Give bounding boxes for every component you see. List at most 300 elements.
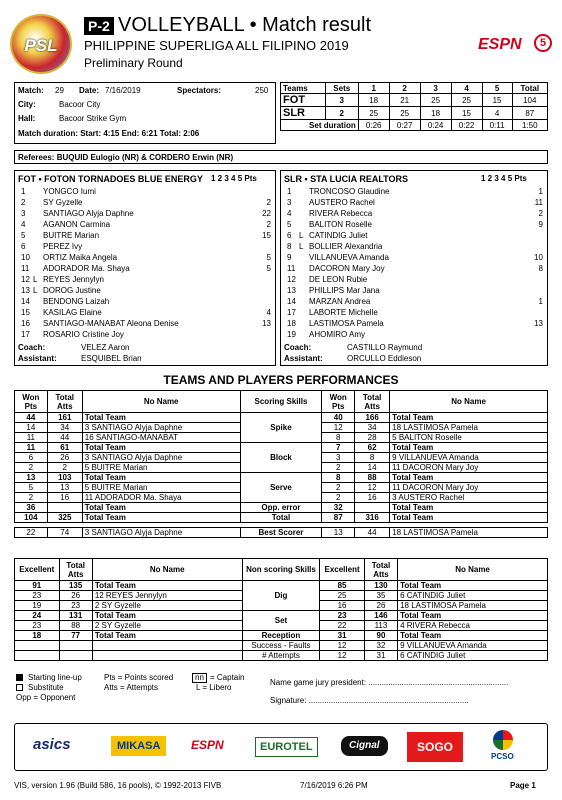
- stat-cell: 13: [322, 528, 355, 538]
- legend-libero: L = Libero: [196, 683, 232, 692]
- score-cell: 25: [389, 107, 420, 120]
- player-points: 15: [262, 231, 271, 240]
- player-number: 16: [21, 319, 30, 328]
- score-cell: 25: [451, 94, 482, 107]
- substitute-icon: [16, 684, 23, 691]
- stat-cell: [355, 503, 390, 513]
- score-header-cell: 1: [358, 83, 389, 94]
- score-header-cell: 5: [482, 83, 512, 94]
- stat-cell: 44: [47, 433, 82, 443]
- stat-cell: 11: [15, 443, 48, 453]
- player-cell: 3 SANTIAGO Alyja Daphne: [82, 423, 240, 433]
- player-row: [15, 187, 275, 198]
- player-cell: 3 SANTIAGO Alyja Daphne: [82, 453, 240, 463]
- perf-header-cell: Excellent: [320, 559, 365, 581]
- player-name: MARZAN Andrea: [309, 297, 371, 306]
- perf-header-cell: No Name: [82, 391, 240, 413]
- footer-date: 7/16/2019 6:26 PM: [300, 781, 368, 790]
- sponsor-strip: [14, 723, 548, 771]
- player-cell: Total Team: [398, 631, 548, 641]
- stat-cell: 12: [322, 423, 355, 433]
- player-name: AGANON Carmina: [43, 220, 111, 229]
- score-cell: 15: [451, 107, 482, 120]
- player-number: 17: [287, 308, 296, 317]
- best-scorer-row: [15, 528, 548, 538]
- player-number: 9: [287, 253, 292, 262]
- hall-label: Hall:: [18, 114, 36, 123]
- team-a-roster: [14, 170, 276, 366]
- team-b-assistant-label: Assistant:: [284, 354, 323, 363]
- skill-name: Total: [240, 513, 322, 523]
- skill-name: Serve: [240, 473, 322, 503]
- team-a-coach: VELEZ Aaron: [81, 343, 130, 352]
- set-duration-cell: 0:26: [358, 120, 389, 131]
- set-duration-cell: 0:22: [451, 120, 482, 131]
- stat-cell: 87: [322, 513, 355, 523]
- stat-cell: 88: [355, 473, 390, 483]
- player-number: 5: [287, 220, 292, 229]
- player-name: BUITRE Marian: [43, 231, 100, 240]
- perf-header-cell: Total Atts: [59, 559, 92, 581]
- player-cell: 9 VILLANUEVA Amanda: [390, 453, 548, 463]
- perf-header-cell: No Name: [92, 559, 242, 581]
- player-cell: 18 LASTIMOSA Pamela: [398, 601, 548, 611]
- player-cell: 5 BUITRE Marian: [82, 483, 240, 493]
- skill-name: Block: [240, 443, 322, 473]
- player-row: [15, 209, 275, 220]
- stat-cell: 2: [47, 463, 82, 473]
- player-points: 10: [534, 253, 543, 262]
- legend-start: Starting line-up: [28, 673, 82, 682]
- channel-5-logo: 5: [534, 34, 552, 52]
- player-name: DACORON Mary Joy: [309, 264, 385, 273]
- pcso-emblem-icon: [493, 730, 513, 750]
- player-name: BALITON Roselle: [309, 220, 372, 229]
- player-name: BENDONG Laizah: [43, 297, 110, 306]
- player-row: [15, 308, 275, 319]
- legend-atts: Atts = Attempts: [104, 683, 159, 692]
- player-name: ORTIZ Maika Angela: [43, 253, 118, 262]
- player-cell: 11 DACORON Mary Joy: [390, 483, 548, 493]
- legend-sub: Substitute: [28, 683, 64, 692]
- player-cell: Total Team: [398, 611, 548, 621]
- libero-marker: L: [299, 242, 304, 251]
- referees-box: [14, 150, 548, 164]
- nonscoring-row: [15, 641, 548, 651]
- player-name: TRONCOSO Glaudine: [309, 187, 390, 196]
- perf-header-cell: Total Atts: [364, 559, 397, 581]
- match-label: Match:: [18, 86, 44, 95]
- stat-cell: 16: [47, 493, 82, 503]
- player-cell: 6 CATINDIG Juliet: [398, 591, 548, 601]
- player-row: [281, 231, 547, 242]
- player-row: [281, 286, 547, 297]
- player-cell: Total Team: [390, 503, 548, 513]
- player-name: KASILAG Elaine: [43, 308, 102, 317]
- mikasa-logo: MIKASA: [111, 736, 166, 756]
- skill-name: Spike: [240, 413, 322, 443]
- perf-row: [15, 413, 548, 423]
- perf-row: [15, 443, 548, 453]
- perf-header-cell: Scoring Skills: [240, 391, 322, 413]
- stat-cell: 91: [15, 581, 60, 591]
- player-number: 15: [21, 308, 30, 317]
- player-cell: Total Team: [82, 473, 240, 483]
- stat-cell: 22: [320, 621, 365, 631]
- player-cell: 11 DACORON Mary Joy: [390, 463, 548, 473]
- player-row: [281, 187, 547, 198]
- stat-cell: 31: [320, 631, 365, 641]
- stat-cell: 13: [15, 473, 48, 483]
- player-number: 1: [287, 187, 292, 196]
- team-b-coach-label: Coach:: [284, 343, 312, 352]
- stat-cell: 40: [322, 413, 355, 423]
- stat-cell: 35: [364, 591, 397, 601]
- player-number: 3: [21, 209, 26, 218]
- stat-cell: 11: [15, 433, 48, 443]
- player-number: 14: [21, 297, 30, 306]
- player-number: 19: [287, 330, 296, 339]
- stat-cell: 62: [355, 443, 390, 453]
- stat-cell: 7: [322, 443, 355, 453]
- player-cell: 6 CATINDIG Juliet: [398, 651, 548, 661]
- player-row: [15, 242, 275, 253]
- captain-box-icon: nn: [192, 673, 207, 683]
- nonscoring-row: [15, 651, 548, 661]
- player-row: [281, 330, 547, 341]
- player-number: 12: [287, 275, 296, 284]
- player-number: 6: [21, 242, 26, 251]
- stat-cell: 16: [355, 493, 390, 503]
- city-value: Bacoor City: [59, 100, 101, 109]
- empty-cell: [92, 651, 242, 661]
- player-cell: Total Team: [82, 503, 240, 513]
- set-duration-label: Set duration: [281, 120, 359, 131]
- player-number: 3: [287, 198, 292, 207]
- cignal-logo: Cignal: [341, 736, 388, 756]
- player-cell: 18 LASTIMOSA Pamela: [390, 423, 548, 433]
- team-b-coach: CASTILLO Raymund: [347, 343, 423, 352]
- stat-cell: 18: [15, 631, 60, 641]
- player-cell: 18 LASTIMOSA Pamela: [390, 528, 548, 538]
- player-name: AHOMIRO Amy: [309, 330, 366, 339]
- score-cell: 15: [482, 94, 512, 107]
- stat-cell: 2: [15, 463, 48, 473]
- player-cell: Total Team: [398, 581, 548, 591]
- player-row: [15, 319, 275, 330]
- skill-name: Dig: [242, 581, 320, 611]
- stat-cell: 77: [59, 631, 92, 641]
- footer-page: Page 1: [510, 781, 536, 790]
- player-points: 2: [266, 220, 271, 229]
- player-number: 11: [287, 264, 296, 273]
- stat-cell: 166: [355, 413, 390, 423]
- pcso-logo: PCSO: [491, 752, 514, 761]
- jury-president-line: Name game jury president: ...............................................................: [270, 678, 509, 687]
- stat-cell: 28: [355, 433, 390, 443]
- libero-marker: L: [299, 231, 304, 240]
- player-name: ADORADOR Ma. Shaya: [43, 264, 130, 273]
- starting-lineup-icon: [16, 674, 23, 681]
- stat-cell: 2: [322, 493, 355, 503]
- stat-cell: 8: [322, 433, 355, 443]
- spectators-label: Spectators:: [177, 86, 222, 95]
- stat-cell: 61: [47, 443, 82, 453]
- stat-cell: 19: [15, 601, 60, 611]
- player-cell: Total Team: [82, 513, 240, 523]
- perf-header-cell: Total Atts: [355, 391, 390, 413]
- nonscoring-row: [15, 611, 548, 621]
- player-cell: 3 AUSTERO Rachel: [390, 493, 548, 503]
- perf-header-cell: No Name: [398, 559, 548, 581]
- team-code-cell: SLR: [281, 107, 326, 120]
- stat-cell: 24: [15, 611, 60, 621]
- player-cell: 5 BALITON Roselle: [390, 433, 548, 443]
- set-duration-cell: 0:27: [389, 120, 420, 131]
- player-row: [15, 231, 275, 242]
- page-title: VOLLEYBALL • Match result: [118, 14, 372, 36]
- player-number: 11: [21, 264, 30, 273]
- match-number: 29: [55, 86, 64, 95]
- player-row: [281, 264, 547, 275]
- team-a-name: FOT • FOTON TORNADOES BLUE ENERGY: [18, 174, 203, 184]
- stat-cell: 135: [59, 581, 92, 591]
- perf-row: [15, 473, 548, 483]
- hall-value: Bacoor Strike Gym: [59, 114, 127, 123]
- player-number: 13: [21, 286, 30, 295]
- player-number: 10: [21, 253, 30, 262]
- stat-cell: 32: [322, 503, 355, 513]
- league-name: PHILIPPINE SUPERLIGA ALL FILIPINO 2019: [84, 38, 349, 53]
- player-row: [15, 330, 275, 341]
- player-name: BOLLIER Alexandria: [309, 242, 383, 251]
- total-row: [15, 513, 548, 523]
- player-name: DE LEON Rubie: [309, 275, 368, 284]
- team-b-name: SLR • STA LUCIA REALTORS: [284, 174, 408, 184]
- player-number: 1: [21, 187, 26, 196]
- score-cell: 104: [512, 94, 547, 107]
- perf-header-cell: Won Pts: [15, 391, 48, 413]
- stat-cell: 23: [320, 611, 365, 621]
- stat-cell: 26: [59, 591, 92, 601]
- stat-cell: 2: [322, 463, 355, 473]
- player-number: 4: [21, 220, 26, 229]
- nonscoring-row: [15, 581, 548, 591]
- player-cell: Total Team: [92, 611, 242, 621]
- libero-marker: L: [33, 275, 38, 284]
- player-number: 14: [287, 297, 296, 306]
- asics-logo: asics: [33, 736, 71, 753]
- match-date: 7/16/2019: [105, 86, 141, 95]
- player-points: 13: [262, 319, 271, 328]
- perf-header-cell: No Name: [390, 391, 548, 413]
- stat-cell: 36: [15, 503, 48, 513]
- player-name: SY Gyzelle: [43, 198, 83, 207]
- stat-cell: 146: [364, 611, 397, 621]
- stat-cell: 130: [364, 581, 397, 591]
- score-cell: 18: [420, 107, 451, 120]
- stat-cell: 5: [15, 483, 48, 493]
- score-header-cell: Total: [512, 83, 547, 94]
- player-row: [281, 308, 547, 319]
- player-cell: Total Team: [390, 443, 548, 453]
- stat-cell: 103: [47, 473, 82, 483]
- team-b-assistant: ORCULLO Eddieson: [347, 354, 422, 363]
- player-points: 1: [538, 297, 543, 306]
- player-cell: Total Team: [82, 413, 240, 423]
- empty-cell: [92, 641, 242, 651]
- espn-sponsor-logo: ESPN: [191, 738, 224, 752]
- score-cell: 21: [389, 94, 420, 107]
- player-cell: 12 REYES Jennylyn: [92, 591, 242, 601]
- score-cell: 25: [420, 94, 451, 107]
- legend: [14, 672, 548, 720]
- player-number: 6: [287, 231, 292, 240]
- stat-cell: 23: [15, 591, 60, 601]
- perf-header-cell: Total Atts: [47, 391, 82, 413]
- player-name: PHILLIPS Mar Jana: [309, 286, 380, 295]
- player-row: [281, 275, 547, 286]
- perf-header-cell: Non scoring Skills: [242, 559, 320, 581]
- stat-cell: 34: [355, 423, 390, 433]
- team-b-roster: [280, 170, 548, 366]
- player-points: 5: [266, 253, 271, 262]
- stat-cell: 25: [320, 591, 365, 601]
- date-label: Date:: [79, 86, 100, 95]
- player-points: 9: [538, 220, 543, 229]
- player-cell: 11 ADORADOR Ma. Shaya: [82, 493, 240, 503]
- player-row: [281, 297, 547, 308]
- score-cell: 25: [358, 107, 389, 120]
- player-points: 4: [266, 308, 271, 317]
- stat-cell: 26: [364, 601, 397, 611]
- nonscoring-header-row: [15, 559, 548, 581]
- stat-cell: 44: [15, 413, 48, 423]
- stat-cell: 8: [322, 473, 355, 483]
- libero-marker: L: [33, 286, 38, 295]
- score-table: [280, 82, 548, 131]
- stat-cell: 2: [15, 493, 48, 503]
- player-row: [15, 286, 275, 297]
- round-name: Preliminary Round: [84, 56, 183, 70]
- stat-cell: 13: [47, 483, 82, 493]
- player-points: 22: [262, 209, 271, 218]
- player-points: 2: [266, 198, 271, 207]
- player-points: 11: [534, 198, 543, 207]
- espn-logo: ESPN: [478, 36, 522, 53]
- player-cell: 5 BUITRE Marian: [82, 463, 240, 473]
- player-row: [15, 253, 275, 264]
- player-name: YONGCO Iumi: [43, 187, 96, 196]
- player-number: 2: [21, 198, 26, 207]
- stat-cell: 6: [15, 453, 48, 463]
- stat-cell: 32: [364, 641, 397, 651]
- set-duration-cell: 0:24: [420, 120, 451, 131]
- stat-cell: 88: [59, 621, 92, 631]
- player-cell: Total Team: [390, 473, 548, 483]
- player-number: 13: [287, 286, 296, 295]
- player-cell: 2 SY Gyzelle: [92, 601, 242, 611]
- player-row: [281, 209, 547, 220]
- player-number: 4: [287, 209, 292, 218]
- stat-cell: 8: [355, 453, 390, 463]
- player-points: 8: [538, 264, 543, 273]
- player-cell: 2 SY Gyzelle: [92, 621, 242, 631]
- player-cell: 9 VILLANUEVA Amanda: [398, 641, 548, 651]
- perf-header-cell: Excellent: [15, 559, 60, 581]
- player-name: LABORTE Michelle: [309, 308, 378, 317]
- player-name: DOROG Justine: [43, 286, 101, 295]
- stat-cell: 44: [355, 528, 390, 538]
- score-header-cell: 4: [451, 83, 482, 94]
- stat-cell: 325: [47, 513, 82, 523]
- signature-line: Signature: ........................................................................: [270, 696, 469, 705]
- player-number: 17: [21, 330, 30, 339]
- player-points: 5: [266, 264, 271, 273]
- player-cell: 16 SANTIAGO-MANABAT: [82, 433, 240, 443]
- match-info-box: [14, 82, 276, 144]
- player-cell: 3 SANTIAGO Alyja Daphne: [82, 528, 240, 538]
- player-number: 18: [287, 319, 296, 328]
- score-cell: 87: [512, 107, 547, 120]
- stat-cell: 16: [320, 601, 365, 611]
- skill-name: Best Scorer: [240, 528, 322, 538]
- score-cell: 18: [358, 94, 389, 107]
- team-b-sets-header: 1 2 3 4 5 Pts: [481, 174, 527, 183]
- player-row: [281, 220, 547, 231]
- stat-cell: 90: [364, 631, 397, 641]
- team-a-sets-header: 1 2 3 4 5 Pts: [211, 174, 257, 183]
- stat-cell: 23: [15, 621, 60, 631]
- empty-cell: [59, 651, 92, 661]
- score-header-cell: 3: [420, 83, 451, 94]
- legend-captain: = Captain: [210, 673, 245, 682]
- player-name: SANTIAGO Alyja Daphne: [43, 209, 134, 218]
- player-number: 5: [21, 231, 26, 240]
- skill-name: Reception: [242, 631, 320, 641]
- stat-cell: 131: [59, 611, 92, 621]
- player-name: PEREZ Ivy: [43, 242, 83, 251]
- stat-cell: 26: [47, 453, 82, 463]
- score-header-cell: 2: [389, 83, 420, 94]
- player-row: [15, 264, 275, 275]
- player-row: [15, 198, 275, 209]
- opp-error-row: [15, 503, 548, 513]
- stat-cell: 74: [47, 528, 82, 538]
- city-label: City:: [18, 100, 36, 109]
- player-cell: Total Team: [92, 581, 242, 591]
- legend-opp: Opp = Opponent: [16, 693, 76, 702]
- stat-cell: 12: [320, 641, 365, 651]
- non-scoring-skills-table: [14, 558, 548, 661]
- player-name: CATINDIG Juliet: [309, 231, 368, 240]
- team-code-cell: FOT: [281, 94, 326, 107]
- player-number: 12: [21, 275, 30, 284]
- player-cell: 4 RIVERA Rebecca: [398, 621, 548, 631]
- footer-version: VIS, version 1.96 (Build 586, 16 pools), © 1992-2013 FIVB: [14, 781, 222, 790]
- stat-cell: 14: [15, 423, 48, 433]
- score-header-cell: Sets: [325, 83, 358, 94]
- player-row: [15, 297, 275, 308]
- stat-cell: 316: [355, 513, 390, 523]
- stat-cell: 113: [364, 621, 397, 631]
- score-cell: 4: [482, 107, 512, 120]
- stat-cell: 22: [15, 528, 48, 538]
- stat-cell: 34: [47, 423, 82, 433]
- team-a-coach-label: Coach:: [18, 343, 46, 352]
- skill-name: Success - Faults: [242, 641, 320, 651]
- stat-cell: 104: [15, 513, 48, 523]
